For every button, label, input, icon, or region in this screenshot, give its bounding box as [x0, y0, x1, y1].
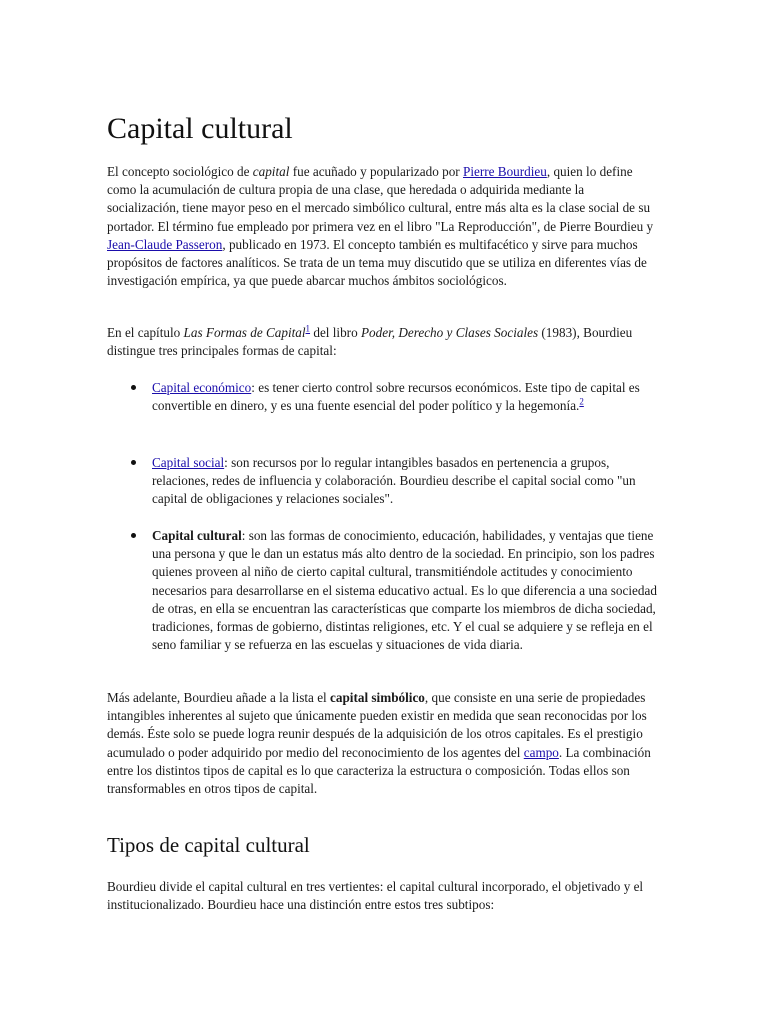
intro-text: , quien lo define como la acumulación de cultura propia de una clase, que heredada o adquirida mediante la socialización, tiene mayor peso en el mercado simbólico cultural, entre más alta es la clase social de su portador. El término fue empleado por primera vez en el libro "La Reproducción", de Pierre Bourdieu y — [107, 164, 654, 234]
symbolic-text: . La combinación entre los distintos tipos de capital es lo que caracteriza la estructura o composición. Todas ellos son transformables en otros tipos de capital. — [107, 744, 651, 797]
chapter-italic: Poder, Derecho y Clases Sociales — [360, 325, 539, 340]
list-item-bold: Capital cultural — [152, 528, 242, 543]
link-capital-economico[interactable]: Capital económico — [152, 380, 252, 395]
list-item — [152, 379, 657, 415]
intro-paragraph — [107, 163, 659, 290]
chapter-italic: Las Formas de Capital — [183, 325, 306, 340]
link-jean-claude-passeron[interactable]: Jean-Claude Passeron — [107, 236, 223, 252]
symbolic-text: Más adelante, Bourdieu añade a la lista el — [107, 690, 331, 705]
chapter-text: (1983), Bourdieu distingue tres principales formas de capital: — [107, 325, 633, 359]
link-pierre-bourdieu[interactable]: Pierre Bourdieu — [462, 164, 547, 179]
symbolic-text: , que consiste en una serie de propiedades intangibles inherentes al sujeto que únicamente pueden existir en medida que sean reconocidas por los demás. Éste solo se puede logra reunir después de la adquisición de los otros capitales. Es el prestigio acumulado o poder adquirido por medio del reconocimiento de los agentes del — [107, 690, 647, 760]
intro-text: , publicado en 1973. El concepto también es multifacético y sirve para muchos propósitos de factores analíticos. Se trata de un tema muy discutido que se utiliza en diferentes vías de investigación empírica, ya que puede abarcar muchos ámbitos sociológicos. — [107, 236, 647, 289]
link-campo[interactable]: campo — [523, 744, 559, 760]
list-item-text: : son recursos por lo regular intangibles basados en pertenencia a grupos, relaciones, redes de influencia y colaboración. Bourdieu describe el capital social como "un capital de obligaciones y relaciones sociales". — [152, 455, 636, 507]
intro-text: El concepto sociológico de — [107, 164, 253, 179]
list-item — [152, 454, 657, 509]
symbolic-paragraph — [107, 689, 659, 798]
intro-italic: capital — [252, 164, 290, 179]
link-capital-social[interactable]: Capital social — [152, 455, 225, 470]
chapter-text: del libro — [310, 325, 361, 340]
chapter-text: En el capítulo — [107, 325, 184, 340]
section-paragraph: Bourdieu divide el capital cultural en tres vertientes: el capital cultural incorporado, el objetivado y el institucionalizado. Bourdieu hace una distinción entre estos tres subtipos: — [107, 879, 644, 913]
symbolic-bold: capital simbólico — [330, 690, 425, 705]
chapter-paragraph — [107, 324, 659, 360]
intro-text: fue acuñado y popularizado por — [289, 164, 463, 179]
list-item-text: : es tener cierto control sobre recursos económicos. Este tipo de capital es convertible en dinero, y es una fuente esencial del poder político y la hegemonía. — [152, 380, 640, 414]
list-item-text: : son las formas de conocimiento, educación, habilidades, y ventajas que tiene una persona y que le dan un estatus más alto dentro de la sociedad. En principio, son los padres quienes proveen al niño de cierto capital cultural, transmitiéndole actitudes y conocimiento necesarios para desarrollarse en el sistema educativo actual. Es lo que diferencia a una sociedad de otras, en ella se encuentran las características que comparte los miembros de dicha sociedad, tradiciones, formas de gobierno, distintas religiones, etc. Y el cual se adquiere y se refleja en el seno familiar y se refuerza en las escuelas y situaciones de vida diaria. — [152, 528, 657, 653]
section-heading: Tipos de capital cultural — [107, 833, 310, 857]
page-title: Capital cultural — [107, 112, 293, 145]
list-item — [152, 527, 657, 654]
footnote-1-link[interactable]: 1 — [305, 323, 311, 334]
footnote-2-link[interactable]: 2 — [579, 396, 584, 407]
